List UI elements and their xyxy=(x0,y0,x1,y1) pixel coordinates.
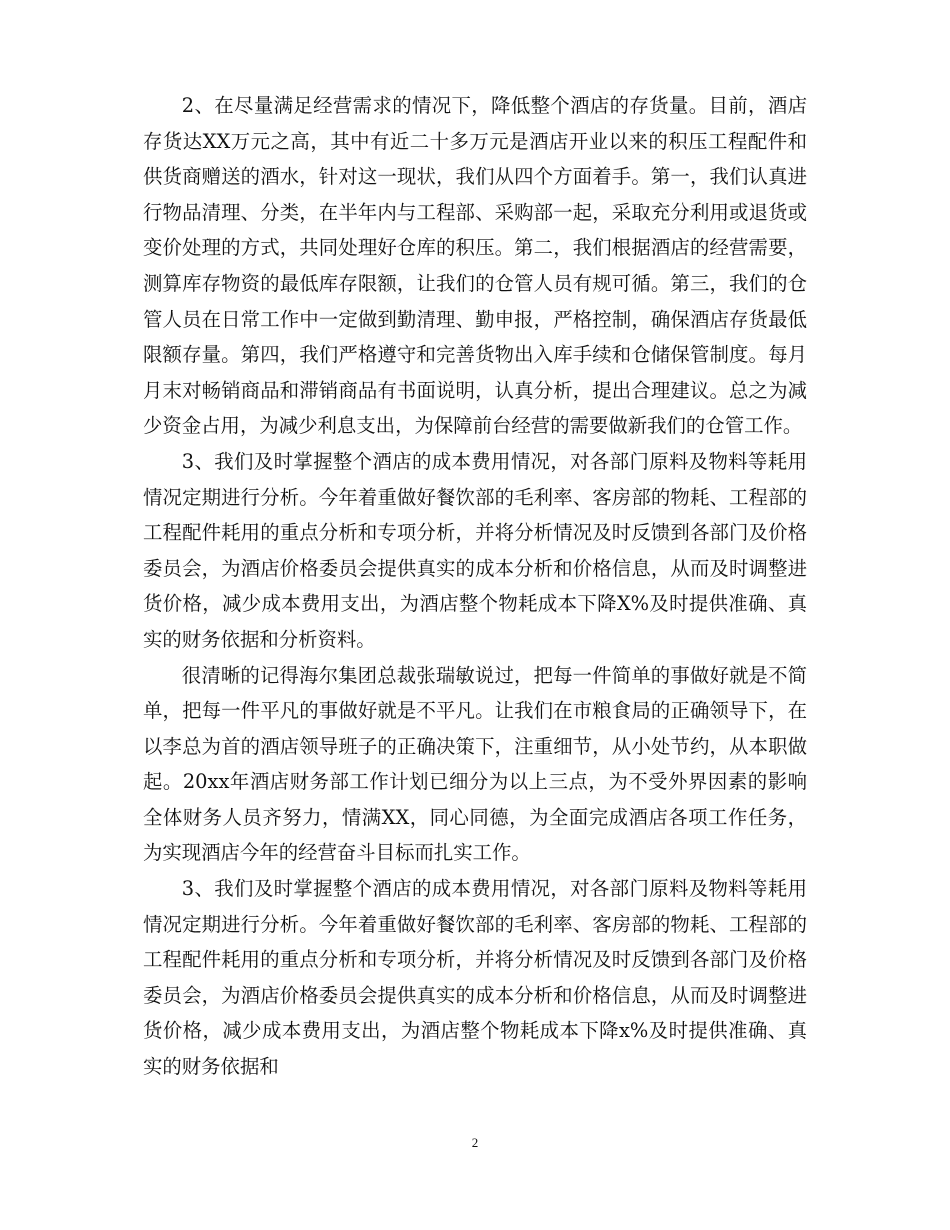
paragraph-cost-analysis: 3、我们及时掌握整个酒店的成本费用情况，对各部门原料及物料等耗用情况定期进行分析。今年着重做好餐饮部的毛利率、客房部的物耗、工程部的工程配件耗用的重点分析和专项分析，并将分析情况及时反馈到各部门及价格委员会，为酒店价格委员会提供真实的成本分析和价格信息，从而及时调整进货价格，减少成本费用支出，为酒店整个物耗成本下降X%及时提供准确、真实的财务依据和分析资料。 xyxy=(143,449,807,651)
page-number: 2 xyxy=(471,1135,479,1150)
paragraph-inventory-reduction: 2、在尽量满足经营需求的情况下，降低整个酒店的存货量。目前，酒店存货达XX万元之高，其中有近二十多万元是酒店开业以来的积压工程配件和供货商赠送的酒水，针对这一现状，我们从四个方面着手。第一，我们认真进行物品清理、分类，在半年内与工程部、采购部一起，采取充分利用或退货或变价处理的方式，共同处理好仓库的积压。第二，我们根据酒店的经营需要，测算库存物资的最低库存限额，让我们的仓管人员有规可循。第三，我们的仓管人员在日常工作中一定做到勤清理、勤申报，严格控制，确保酒店存货最低限额存量。第四，我们严格遵守和完善货物出入库手续和仓储保管制度。每月月末对畅销商品和滞销商品有书面说明，认真分析，提出合理建议。总之为减少资金占用，为减少利息支出，为保障前台经营的需要做新我们的仓管工作。 xyxy=(143,94,807,438)
paragraph-cost-analysis-repeat: 3、我们及时掌握整个酒店的成本费用情况，对各部门原料及物料等耗用情况定期进行分析。今年着重做好餐饮部的毛利率、客房部的物耗、工程部的工程配件耗用的重点分析和专项分析，并将分析情况及时反馈到各部门及价格委员会，为酒店价格委员会提供真实的成本分析和价格信息，从而及时调整进货价格，减少成本费用支出，为酒店整个物耗成本下降x%及时提供准确、真实的财务依据和 xyxy=(143,877,807,1079)
paragraph-conclusion: 很清晰的记得海尔集团总裁张瑞敏说过，把每一件简单的事做好就是不简单，把每一件平凡的事做好就是不平凡。让我们在市粮食局的正确领导下，在以李总为首的酒店领导班子的正确决策下，注重细节，从小处节约，从本职做起。20xx年酒店财务部工作计划已细分为以上三点，为不受外界因素的影响全体财务人员齐努力，情满XX，同心同德，为全面完成酒店各项工作任务，为实现酒店今年的经营奋斗目标而扎实工作。 xyxy=(143,663,807,865)
document-body xyxy=(143,88,807,1085)
